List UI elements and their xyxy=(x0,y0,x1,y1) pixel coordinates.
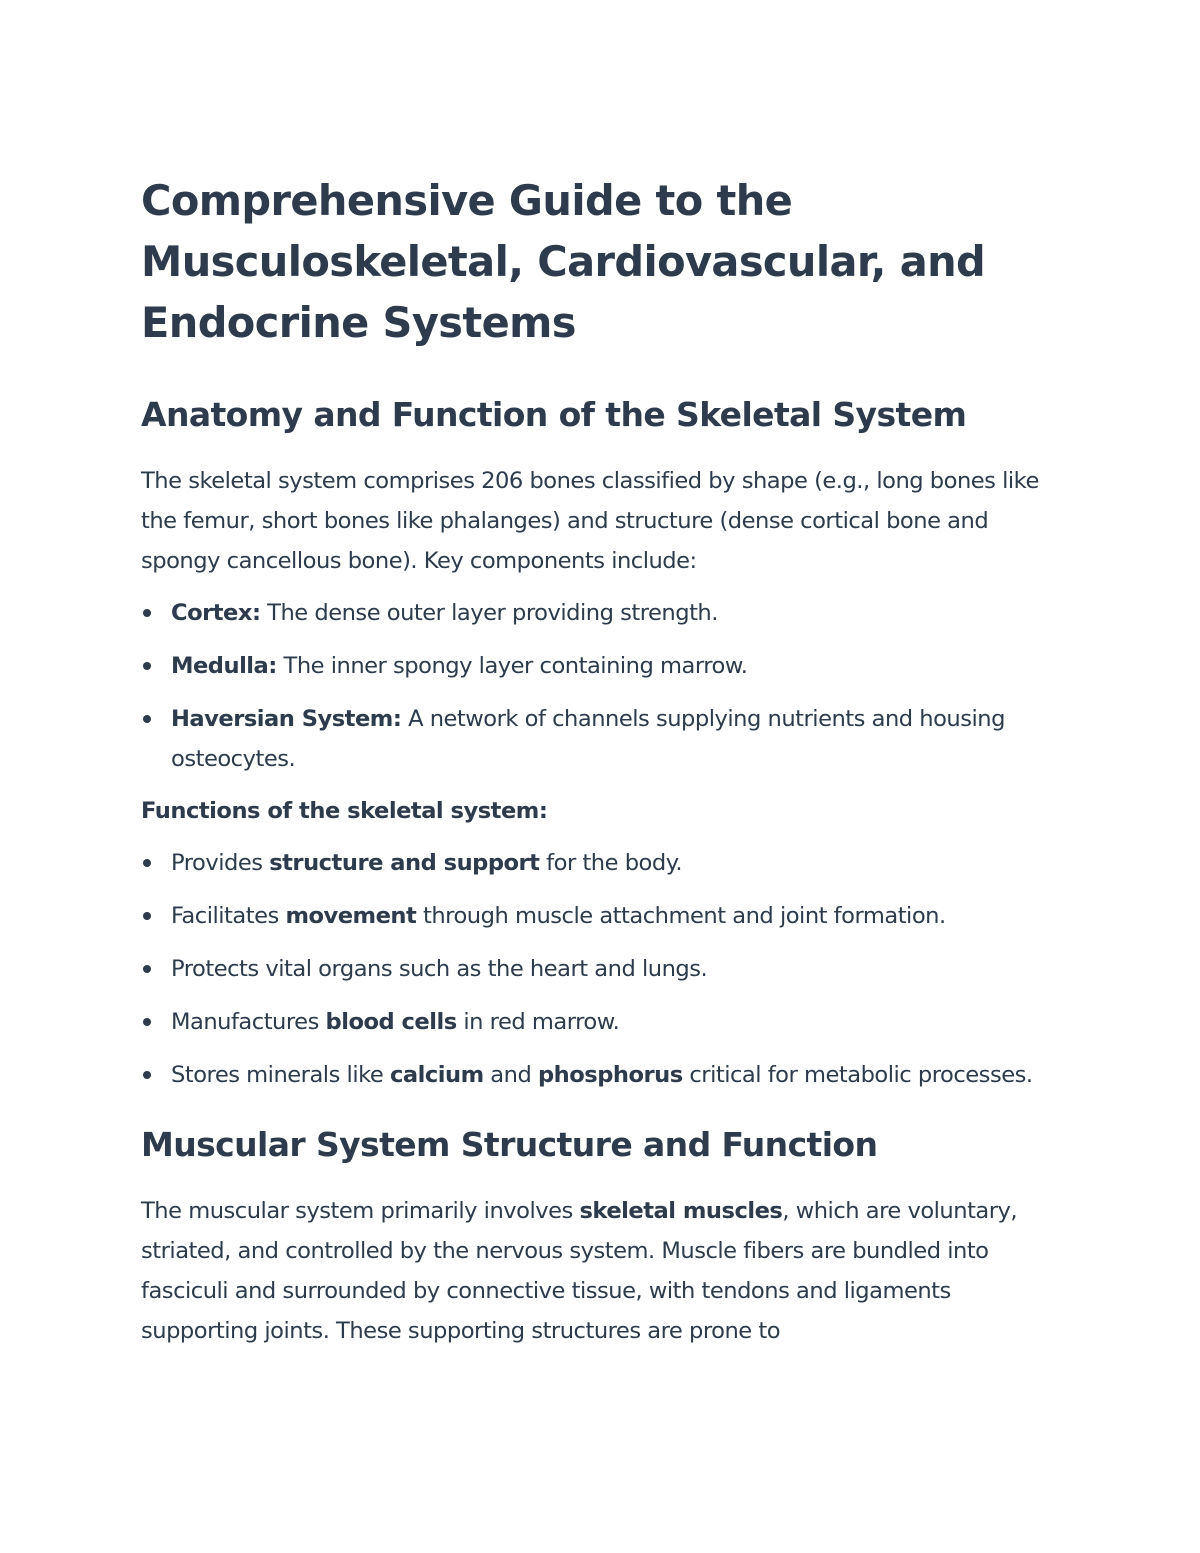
function-emphasis: movement xyxy=(285,903,417,929)
function-text: Facilitates xyxy=(171,903,286,929)
list-item xyxy=(141,949,1066,989)
function-emphasis: blood cells xyxy=(325,1009,457,1035)
component-term: Medulla: xyxy=(171,653,277,679)
section-heading-skeletal: Anatomy and Function of the Skeletal System xyxy=(141,395,967,434)
skeletal-intro-paragraph: The skeletal system comprises 206 bones classified by shape (e.g., long bones like the femur, short bones like phalanges) and structure (dense cortical bone and spongy cancellous bone). Key components include: xyxy=(141,468,1039,574)
functions-subheading: Functions of the skeletal system: xyxy=(141,798,548,824)
function-emphasis: calcium xyxy=(389,1062,484,1088)
bullet-icon xyxy=(143,609,151,617)
bullet-icon xyxy=(143,662,151,670)
function-text: Manufactures xyxy=(171,1009,326,1035)
bullet-icon xyxy=(143,1018,151,1026)
list-item xyxy=(141,1002,1066,1042)
function-text: for the body. xyxy=(539,850,683,876)
list-item xyxy=(141,593,1066,633)
component-term: Cortex: xyxy=(171,600,261,626)
component-description: The dense outer layer providing strength. xyxy=(260,600,718,626)
bullet-icon xyxy=(143,965,151,973)
function-text: Stores minerals like xyxy=(171,1062,390,1088)
document-title: Comprehensive Guide to the Musculoskeletal, Cardiovascular, and Endocrine Systems xyxy=(141,176,986,347)
bullet-icon xyxy=(143,715,151,723)
skeletal-components-list xyxy=(141,593,1066,779)
component-description: A network of channels supplying nutrients and housing osteocytes. xyxy=(171,706,1005,772)
component-description: The inner spongy layer containing marrow. xyxy=(276,653,748,679)
muscular-text: The muscular system primarily involves xyxy=(141,1198,580,1224)
list-item xyxy=(141,1055,1066,1095)
list-item xyxy=(141,699,1066,779)
section-heading-muscular: Muscular System Structure and Function xyxy=(141,1125,878,1164)
muscular-emphasis: skeletal muscles xyxy=(579,1198,783,1224)
document-page xyxy=(141,170,1066,1351)
skeletal-functions-list xyxy=(141,843,1066,1095)
function-text: through muscle attachment and joint formation. xyxy=(416,903,946,929)
list-item xyxy=(141,843,1066,883)
list-item xyxy=(141,646,1066,686)
function-text: Provides xyxy=(171,850,270,876)
function-text: Protects vital organs such as the heart and lungs. xyxy=(171,956,708,982)
function-emphasis: phosphorus xyxy=(538,1062,683,1088)
function-emphasis: structure and support xyxy=(269,850,540,876)
list-item xyxy=(141,896,1066,936)
bullet-icon xyxy=(143,859,151,867)
muscular-text: , which are voluntary, striated, and controlled by the nervous system. Muscle fibers are bundled into fasciculi and surrounded by connective tissue, with tendons and ligaments supporting joints. These supporting structures are prone to xyxy=(141,1198,1018,1344)
muscular-paragraph xyxy=(141,1191,1066,1351)
component-term: Haversian System: xyxy=(171,706,402,732)
bullet-icon xyxy=(143,1071,151,1079)
function-text: in red marrow. xyxy=(456,1009,620,1035)
function-text: and xyxy=(483,1062,538,1088)
bullet-icon xyxy=(143,912,151,920)
function-text: critical for metabolic processes. xyxy=(682,1062,1033,1088)
